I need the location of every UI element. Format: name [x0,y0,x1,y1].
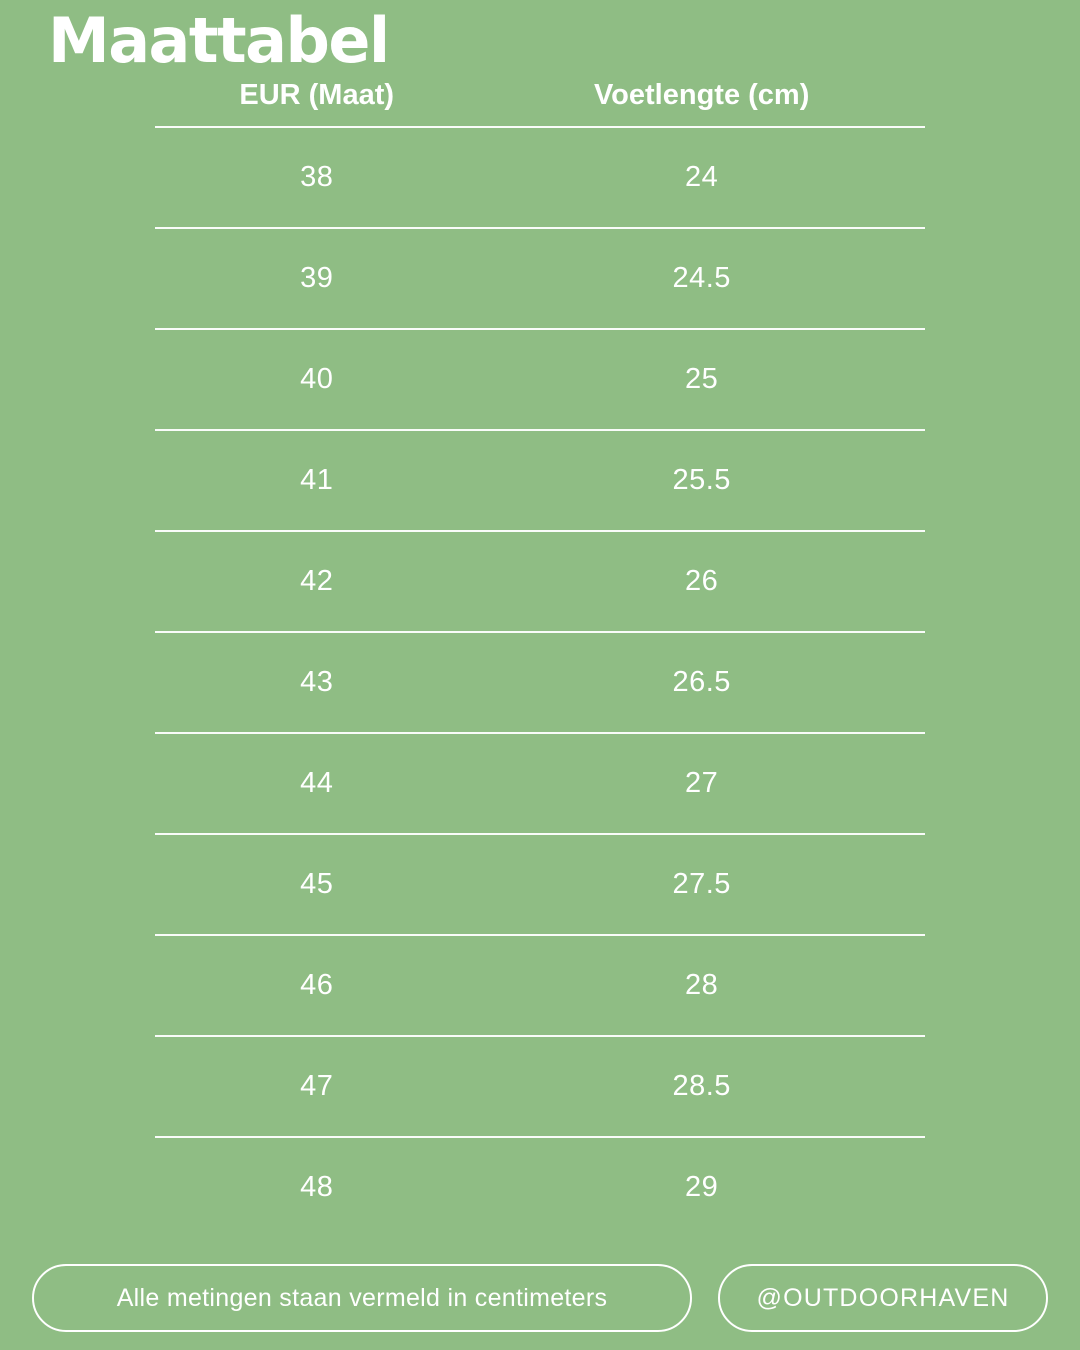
table-divider [155,1035,925,1037]
cell-eur: 46 [300,969,334,1002]
cell-eur: 45 [300,868,334,901]
table-row [155,835,925,934]
cell-eur: 42 [300,565,334,598]
measurement-note: Alle metingen staan vermeld in centimeters [32,1264,692,1332]
table-row [155,1138,925,1237]
cell-footlength: 24 [685,161,719,194]
table-divider [155,126,925,128]
table-row [155,1037,925,1136]
cell-footlength: 26 [685,565,719,598]
table-divider [155,833,925,835]
table-row [155,330,925,429]
table-divider [155,631,925,633]
column-header-footlength: Voetlengte (cm) [593,79,810,112]
table-header-row [155,79,925,126]
table-divider [155,328,925,330]
cell-footlength: 25.5 [672,464,731,497]
cell-footlength: 26.5 [672,666,731,699]
table-divider [155,1136,925,1138]
cell-eur: 47 [300,1070,334,1103]
page-title: Maattabel [48,4,389,77]
table-divider [155,227,925,229]
table-row [155,734,925,833]
table-divider [155,429,925,431]
table-row [155,229,925,328]
table-divider [155,530,925,532]
cell-footlength: 24.5 [672,262,731,295]
table-divider [155,732,925,734]
cell-eur: 43 [300,666,334,699]
table-row [155,431,925,530]
size-table [155,79,925,1237]
table-row [155,532,925,631]
cell-eur: 41 [300,464,334,497]
cell-footlength: 28 [685,969,719,1002]
cell-eur: 38 [300,161,334,194]
table-row [155,128,925,227]
cell-eur: 40 [300,363,334,396]
cell-footlength: 28.5 [672,1070,731,1103]
cell-footlength: 27.5 [672,868,731,901]
cell-eur: 39 [300,262,334,295]
cell-eur: 48 [300,1171,334,1204]
table-divider [155,934,925,936]
cell-footlength: 27 [685,767,719,800]
brand-handle: @OUTDOORHAVEN [718,1264,1048,1332]
cell-footlength: 29 [685,1171,719,1204]
cell-eur: 44 [300,767,334,800]
table-row [155,936,925,1035]
footer [0,1264,1080,1332]
column-header-eur: EUR (Maat) [239,79,395,112]
cell-footlength: 25 [685,363,719,396]
table-row [155,633,925,732]
